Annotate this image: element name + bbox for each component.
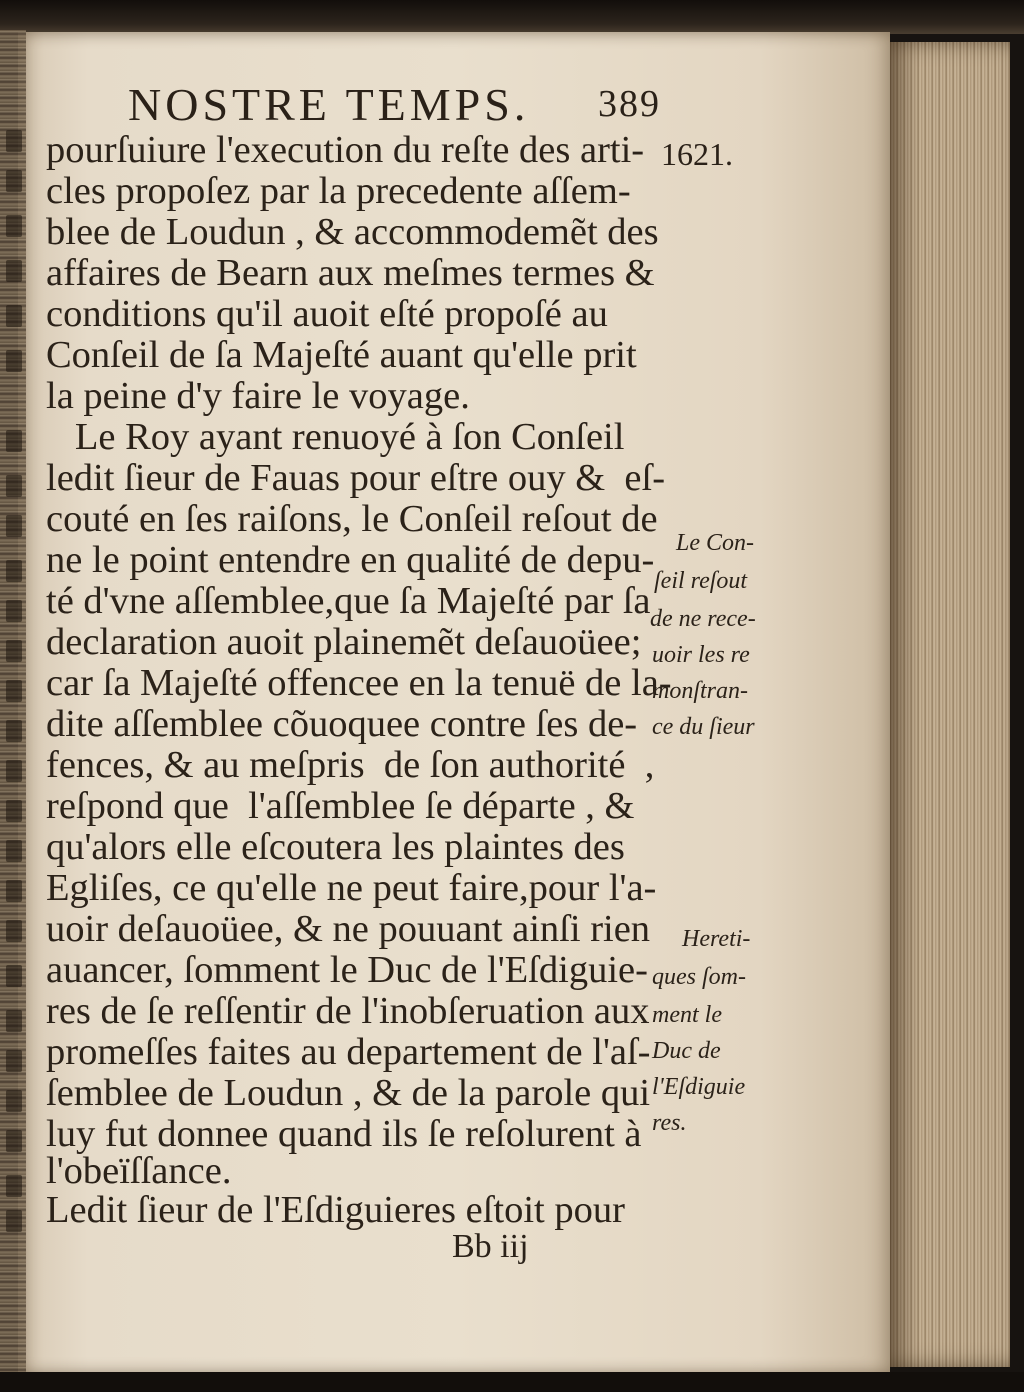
page-number: 389 [598,83,661,125]
body-line: fences, & au meſpris de ſon authorité , [46,744,655,786]
margin-note-line: l'Eſdiguie [652,1074,746,1100]
margin-note-line: Le Con- [676,530,754,556]
gutter-bleedthrough-marks [0,120,30,1240]
margin-note-line: ſeil reſout [654,568,748,594]
body-line: ledit ſieur de Fauas pour eſtre ouy & eſ- [46,457,666,499]
body-line: auancer, ſomment le Duc de l'Eſdiguie- [46,949,648,991]
body-line: affaires de Bearn aux meſmes termes & [46,252,655,294]
body-line: Conſeil de ſa Majeſté auant qu'elle prit [46,334,637,376]
last-line-catchword: Ledit ſieur de l'Eſdiguieres eſtoit pour [46,1189,625,1231]
body-line: conditions qu'il auoit eſté propoſé au [46,293,608,335]
bottom-dark-border [0,1372,1024,1392]
margin-note-line: res. [652,1110,687,1136]
margin-note-line: ques ſom- [652,964,746,990]
margin-note-line: monſtran- [652,678,748,704]
body-line: declaration auoit plainemẽt deſauoüee; [46,621,642,663]
body-line: cles propoſez par la precedente aſſem- [46,170,631,212]
margin-note-line: Hereti- [682,926,751,952]
body-line: uoir deſauoüee, & ne pouuant ainſi rien [46,908,651,950]
running-head: NOSTRE TEMPS. [128,79,530,130]
body-line: couté en ſes raiſons, le Conſeil reſout de [46,498,658,540]
body-line: pourſuiure l'execution du reſte des arti- [46,129,645,171]
body-line: promeſſes faites au departement de l'aſ- [46,1031,651,1073]
body-line: Egliſes, ce qu'elle ne peut faire,pour l'a- [46,867,657,909]
body-line: ne le point entendre en qualité de depu- [46,539,655,581]
body-line: reſpond que l'aſſemblee ſe départe , & [46,785,635,827]
body-line: blee de Loudun , & accommodemẽt des [46,211,659,253]
margin-note-line: ce du ſieur [652,714,755,740]
margin-note-line: uoir les re [652,642,750,668]
body-line: luy fut donnee quand ils ſe reſolurent à [46,1113,642,1155]
body-line: Le Roy ayant renuoyé à ſon Conſeil [46,416,625,458]
body-line: res de ſe reſſentir de l'inobſeruation aux [46,990,650,1032]
body-line: qu'alors elle eſcoutera les plaintes des [46,826,625,868]
top-dark-border [0,0,1024,34]
body-line: té d'vne aſſemblee,que ſa Majeſté par ſa [46,580,651,622]
margin-note-line: de ne rece- [650,606,756,632]
margin-note-line: Duc de [652,1038,721,1064]
body-line: la peine d'y faire le voyage. [46,375,470,417]
signature-mark: Bb iij [452,1228,529,1265]
body-line: dite aſſemblee cõuoquee contre ſes de- [46,703,638,745]
margin-note-line: ment le [652,1002,722,1028]
body-line: ſemblee de Loudun , & de la parole qui [46,1072,651,1114]
body-line: l'obeïſſance. [46,1150,232,1192]
margin-year: 1621. [661,136,733,172]
body-line: car ſa Majeſté offencee en la tenuë de la- [46,662,672,704]
